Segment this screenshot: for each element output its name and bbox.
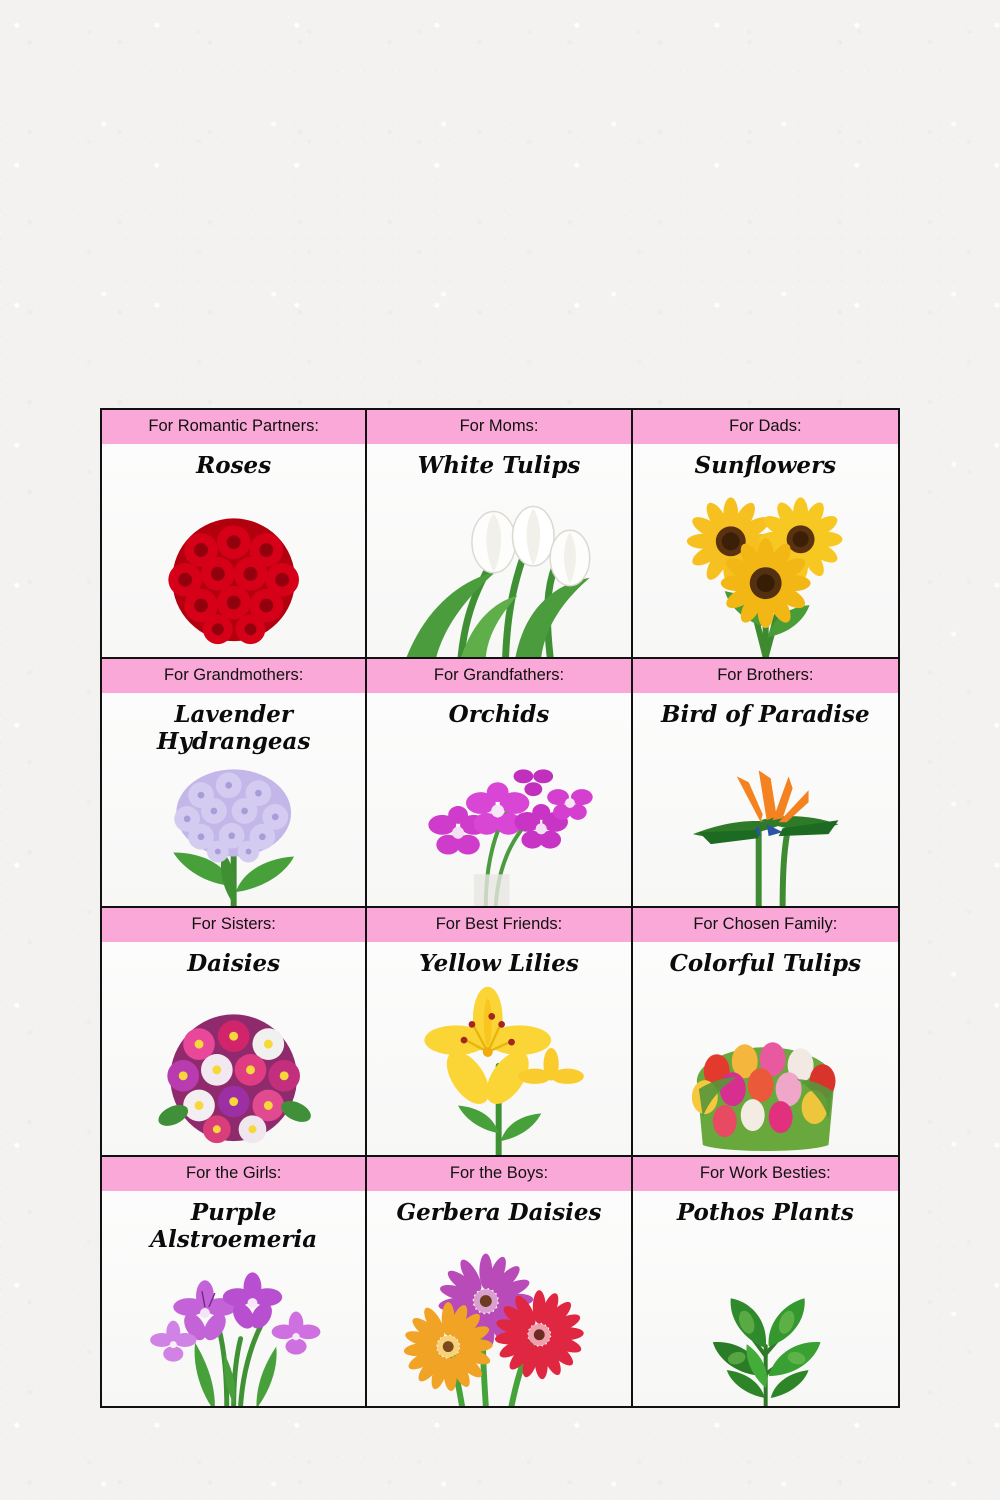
- category-label: For Dads:: [633, 410, 898, 444]
- flower-name: Gerbera Daisies: [396, 1199, 602, 1226]
- category-label: For Moms:: [367, 410, 630, 444]
- category-label: For the Boys:: [367, 1157, 630, 1191]
- category-label: For the Girls:: [102, 1157, 365, 1191]
- flower-name: Lavender Hydrangeas: [156, 701, 311, 756]
- grid-cell[interactable]: [102, 1157, 367, 1406]
- flower-grid: [100, 408, 900, 1408]
- category-label: For Best Friends:: [367, 908, 630, 942]
- purple-orchids-icon: [367, 736, 630, 906]
- flower-name: Bird of Paradise: [661, 701, 870, 728]
- sunflowers-icon: [633, 487, 898, 657]
- grid-cell[interactable]: [367, 410, 632, 659]
- grid-cell[interactable]: [367, 659, 632, 908]
- category-label: For Grandfathers:: [367, 659, 630, 693]
- flower-name: Daisies: [187, 950, 281, 977]
- category-label: For Brothers:: [633, 659, 898, 693]
- red-rose-bouquet-icon: [102, 487, 365, 657]
- flower-name: Sunflowers: [694, 452, 837, 479]
- category-label: For Chosen Family:: [633, 908, 898, 942]
- category-label: For Romantic Partners:: [102, 410, 365, 444]
- grid-cell[interactable]: [102, 659, 367, 908]
- white-tulips-icon: [367, 487, 630, 657]
- mixed-daisy-bouquet-icon: [102, 985, 365, 1155]
- purple-alstroemeria-icon: [102, 1236, 365, 1406]
- pothos-plant-icon: [633, 1236, 898, 1406]
- gerbera-daisies-icon: [367, 1236, 630, 1406]
- flower-name: Roses: [196, 452, 272, 479]
- grid-cell[interactable]: [633, 1157, 898, 1406]
- yellow-lily-icon: [367, 985, 630, 1155]
- grid-cell[interactable]: [633, 659, 898, 908]
- grid-cell[interactable]: [633, 410, 898, 659]
- flower-name: Purple Alstroemeria: [150, 1199, 318, 1254]
- flower-name: Orchids: [448, 701, 550, 728]
- flower-name: Pothos Plants: [676, 1199, 854, 1226]
- category-label: For Grandmothers:: [102, 659, 365, 693]
- grid-cell[interactable]: [102, 908, 367, 1157]
- grid-cell[interactable]: [633, 908, 898, 1157]
- category-label: For Work Besties:: [633, 1157, 898, 1191]
- bird-of-paradise-icon: [633, 736, 898, 906]
- grid-cell[interactable]: [367, 1157, 632, 1406]
- colorful-tulip-bouquet-icon: [633, 985, 898, 1155]
- category-label: For Sisters:: [102, 908, 365, 942]
- flower-name: Yellow Lilies: [419, 950, 579, 977]
- grid-cell[interactable]: [102, 410, 367, 659]
- flower-name: White Tulips: [417, 452, 581, 479]
- flower-name: Colorful Tulips: [669, 950, 862, 977]
- grid-cell[interactable]: [367, 908, 632, 1157]
- lavender-hydrangea-icon: [102, 736, 365, 906]
